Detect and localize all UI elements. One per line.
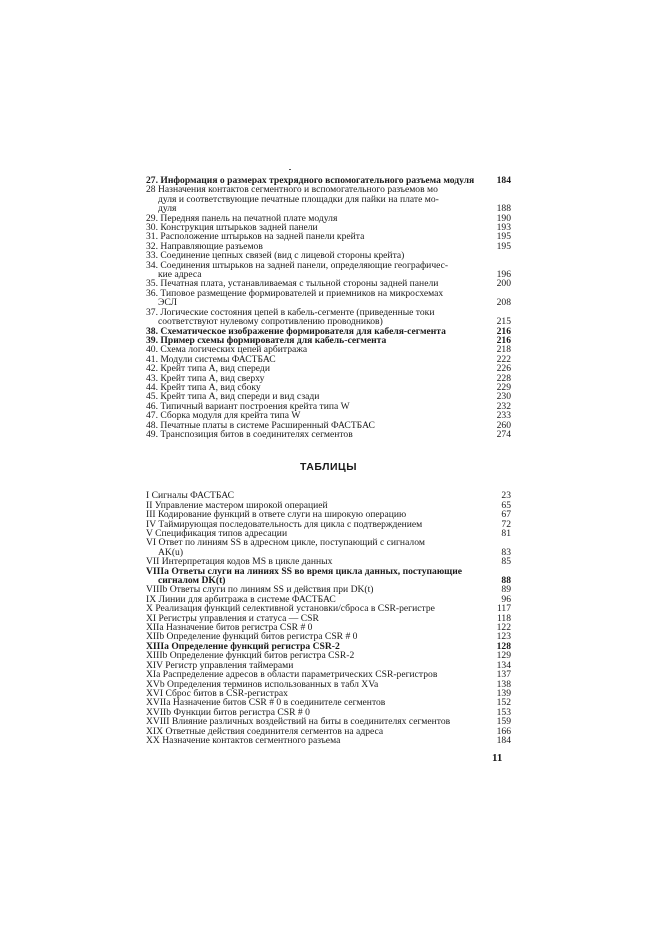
entry-title: XIX Ответные действия соединителя сегментов на адреса bbox=[146, 725, 384, 737]
entry-page: 184 bbox=[496, 175, 511, 186]
entry-title-continued: дуля bbox=[158, 203, 177, 215]
entry-page: 128 bbox=[496, 640, 511, 652]
entry-page: 195 bbox=[496, 240, 511, 252]
toc-entry bbox=[146, 185, 511, 213]
entry-title: XVb Определения терминов использованных в табл XVa bbox=[146, 678, 379, 690]
entry-page: 139 bbox=[496, 687, 511, 699]
entry-page: 274 bbox=[496, 428, 511, 440]
tables-list bbox=[146, 491, 511, 745]
entry-page: 96 bbox=[501, 593, 511, 605]
entry-title: 44. Крейт типа А, вид сбоку bbox=[146, 381, 261, 393]
entry-page: 122 bbox=[496, 622, 511, 634]
entry-title: 29. Передняя панель на печатной плате модуля bbox=[146, 212, 338, 224]
entry-title-continued: соответствуют нулевому сопротивлению проводников) bbox=[158, 316, 383, 328]
entry-page: 215 bbox=[496, 316, 511, 328]
entry-title: VIIIa Ответы слуги на линиях SS во время цикла данных, поступающие bbox=[146, 565, 463, 577]
entry-page: 208 bbox=[496, 297, 511, 309]
entry-page: 184 bbox=[496, 734, 511, 746]
toc-entry bbox=[146, 567, 511, 586]
entry-title: 33. Соединение цепных связей (вид с лицевой стороны крейта) bbox=[146, 250, 405, 262]
entry-page: 260 bbox=[496, 419, 511, 431]
entry-title: 35. Печатная плата, устанавливаемая с тыльной стороны задней панели bbox=[146, 278, 439, 290]
entry-title: XIIIb Определение функций битов регистра CSR-2 bbox=[146, 650, 355, 662]
entry-title: 36. Типовое размещение формирователей и приемников на микросхемах bbox=[146, 287, 444, 299]
entry-page: 195 bbox=[496, 231, 511, 243]
entry-title: 34. Соединения штырьков на задней панели, определяющие географичес- bbox=[146, 259, 449, 271]
entry-page: 216 bbox=[496, 334, 511, 346]
entry-title: 46. Типичный вариант построения крейта типа W bbox=[146, 400, 350, 412]
entry-title: 30. Конструкция штырьков задней панели bbox=[146, 222, 318, 234]
entry-page: 117 bbox=[496, 603, 511, 615]
entry-page: 23 bbox=[501, 490, 511, 502]
entry-page: 72 bbox=[501, 518, 511, 530]
entry-page: 67 bbox=[501, 509, 511, 521]
entry-page: 88 bbox=[501, 575, 511, 587]
entry-page: 188 bbox=[496, 203, 511, 215]
entry-page: 216 bbox=[496, 325, 511, 337]
entry-page: 81 bbox=[501, 528, 511, 539]
entry-title: 47. Сборка модуля для крейта типа W bbox=[146, 410, 301, 422]
entry-title: X Реализация функций селективной установки/сброса в CSR-регистре bbox=[146, 603, 435, 615]
entry-page: 137 bbox=[496, 669, 511, 681]
entry-title: II Управление мастером широкой операцией bbox=[146, 499, 328, 511]
entry-title: 49. Транспозиция битов в соединителях сегментов bbox=[146, 428, 353, 440]
entry-title: XVIIb Функции битов регистра CSR # 0 bbox=[146, 706, 310, 718]
entry-page: 152 bbox=[496, 697, 511, 709]
entry-title: 37. Логические состояния цепей в кабель-сегменте (приведенные токи bbox=[146, 306, 435, 318]
toc-entry bbox=[146, 430, 511, 439]
page-number: 11 bbox=[492, 752, 503, 764]
entry-title: 42. Крейт типа А, вид спереди bbox=[146, 363, 270, 375]
entry-title: I Сигналы ФАСТБАС bbox=[146, 490, 235, 502]
entry-page: 153 bbox=[496, 706, 511, 718]
entry-page: 89 bbox=[501, 584, 511, 596]
entry-page: 233 bbox=[496, 410, 511, 422]
entry-page: 138 bbox=[496, 678, 511, 690]
tables-heading: ТАБЛИЦЫ bbox=[300, 461, 357, 474]
entry-title: XVI Сброс битов в CSR-регистрах bbox=[146, 687, 288, 699]
toc-entry bbox=[146, 261, 511, 280]
entry-page: 232 bbox=[496, 400, 511, 412]
entry-title: 38. Схематическое изображение формирователя для кабеля-сегмента bbox=[146, 325, 446, 337]
entry-title: 43. Крейт типа А, вид сверху bbox=[146, 372, 265, 384]
entry-page: 166 bbox=[496, 725, 511, 737]
entry-title: 28 Назначения контактов сегментного и вспомогательного разъемов мо bbox=[146, 184, 438, 196]
table-of-contents bbox=[146, 176, 511, 745]
figures-list bbox=[146, 176, 511, 439]
entry-page: 200 bbox=[496, 278, 511, 290]
entry-title: 39. Пример схемы формирователя для кабель-сегмента bbox=[146, 334, 387, 346]
entry-page: 222 bbox=[496, 353, 511, 365]
entry-page: 159 bbox=[496, 716, 511, 728]
entry-title: XIIb Определение функций битов регистра CSR # 0 bbox=[146, 631, 358, 643]
entry-title: XVIII Влияние различных воздействий на биты в соединителях сегментов bbox=[146, 716, 451, 728]
entry-title: VI Ответ по линиям SS в адресном цикле, поступающий с сигналом bbox=[146, 537, 425, 549]
toc-entry bbox=[146, 736, 511, 745]
entry-page: 134 bbox=[496, 659, 511, 671]
entry-title: XIV Регистр управления таймерами bbox=[146, 659, 294, 671]
entry-page: 123 bbox=[496, 631, 511, 643]
entry-title: 40. Схема логических цепей арбитража bbox=[146, 344, 308, 356]
entry-page: 193 bbox=[496, 222, 511, 234]
entry-title: XIa Распределение адресов в области параметрических CSR-регистров bbox=[146, 669, 438, 681]
entry-title-continued: AK(u) bbox=[158, 546, 184, 558]
entry-title-continued: ЭСЛ bbox=[158, 297, 177, 309]
entry-page: 129 bbox=[496, 650, 511, 662]
entry-page: 83 bbox=[501, 546, 511, 558]
entry-title: 27. Информация о размерах трехрядного вспомогательного разъема модуля bbox=[146, 175, 475, 186]
entry-title: XX Назначение контактов сегментного разъема bbox=[146, 734, 341, 746]
entry-title: VII Интерпретация кодов MS в цикле данных bbox=[146, 556, 333, 568]
toc-entry bbox=[146, 538, 511, 557]
entry-title: IV Таймирующая последовательность для цикла с подтверждением bbox=[146, 518, 423, 530]
entry-page: 190 bbox=[496, 212, 511, 224]
entry-title-continued: сигналом DK(t) bbox=[158, 575, 226, 587]
entry-title: XVIIa Назначение битов CSR # 0 в соединителе сегментов bbox=[146, 697, 386, 709]
entry-title: XIIIa Определение функций регистра CSR-2 bbox=[146, 640, 340, 652]
entry-page: 65 bbox=[501, 499, 511, 511]
entry-title: 45. Крейт типа А, вид спереди и вид сзади bbox=[146, 391, 320, 403]
entry-page: 226 bbox=[496, 363, 511, 375]
entry-title: XIIa Назначение битов регистра CSR # 0 bbox=[146, 622, 313, 634]
entry-page: 229 bbox=[496, 381, 511, 393]
entry-page: 85 bbox=[501, 556, 511, 568]
entry-title: 31. Расположение штырьков на задней панели крейта bbox=[146, 231, 365, 243]
entry-page: 196 bbox=[496, 269, 511, 281]
entry-page: 218 bbox=[496, 344, 511, 356]
entry-title: V Спецификация типов адресации bbox=[146, 528, 288, 539]
entry-title-continued: дуля и соответствующие печатные площадки для пайки на плате мо- bbox=[158, 193, 439, 205]
entry-title: 41. Модули системы ФАСТБАС bbox=[146, 353, 276, 365]
entry-page: 230 bbox=[496, 391, 511, 403]
toc-entry bbox=[146, 289, 511, 308]
entry-page: 118 bbox=[496, 612, 511, 624]
entry-title: III Кодирование функций в ответе слуги на широкую операцию bbox=[146, 509, 407, 521]
scan-speck bbox=[289, 169, 291, 170]
entry-title: XI Регистры управления и статуса — CSR bbox=[146, 612, 319, 624]
entry-title-continued: кие адреса bbox=[158, 269, 202, 281]
entry-title: VIIIb Ответы слуги по линиям SS и действия при DK(t) bbox=[146, 584, 374, 596]
entry-title: 48. Печатные платы в системе Расширенный ФАСТБАС bbox=[146, 419, 375, 431]
entry-title: 32. Направляющие разъемов bbox=[146, 240, 263, 252]
entry-title: IX Линии для арбитража в системе ФАСТБАС bbox=[146, 593, 336, 605]
toc-entry bbox=[146, 308, 511, 327]
entry-page: 228 bbox=[496, 372, 511, 384]
